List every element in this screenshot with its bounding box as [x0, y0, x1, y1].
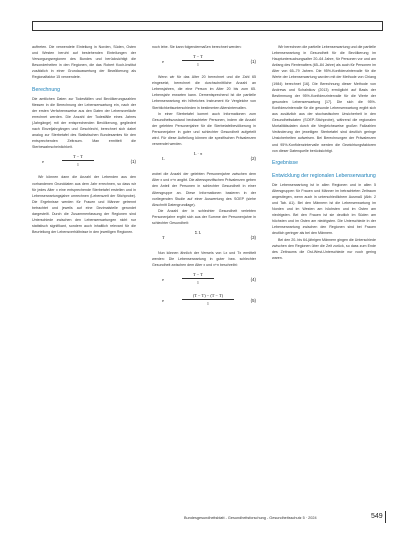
text-column-left: [32, 44, 136, 235]
subsection-heading: Entwicklung der regionalen Lebenserwartung: [272, 172, 376, 179]
paragraph: Bei den 20- bis 64-jährigen Männern gingen die Unterschiede zwischen den Regionen über die Zeit zurück, so dass zum Ende des Zeitraums die Ost-West-Unterschiede nur noch gering waren.: [272, 237, 376, 260]
section-heading: Ergebnisse: [272, 159, 298, 166]
paragraph: wobei die Anzahl der gelebten Personenjahre zwischen dem Alter x und x+n angibt. Die altersspezifischen Prävalenzen geben den Anteil der Personen in schlechter Gesundheit in einer Altersgruppe an. Diese Informationen basieren in der vorliegenden Studie auf einer Auswertung des SOEP (siehe Abschnitt Datengrundlage).: [152, 172, 256, 207]
equation: e T − T l (4): [162, 272, 256, 286]
equation: e (T − T) − (T − T) l (5): [162, 293, 256, 307]
equation: e T − T l (1): [162, 54, 256, 68]
header-bar: [32, 21, 383, 31]
paragraph: auftreten. Die verwendete Einteilung in Norden, Süden, Osten und Westen beruht auf bestehenden Einteilungen der Versorgungsregionen des Bundes und berücksichtigt die Besonderheiten in den Regionen, die das Robert Koch-Institut zusätzlich in einer Grundauswertung der Bewölkerung als Regionalfaktor 15 verwendete.: [32, 45, 136, 80]
paragraph: Wenn wir für das Alter 20 berechnet und die Zahl 65 eingesetzt, berechnet die durchschnittliche Anzahl an Lebensjahren, die eine Person im Alter 20 bis zum 65. Lebensjahr erwarten kann. Dementsprechend ist die partielle Lebenserwartung ein hilfreiches Instrument für Vergleiche von Sterblichkeitsunterschieden in bestimmten Altersintervallen.: [152, 75, 256, 110]
equation: T Σ L (3): [162, 230, 256, 241]
page-marker: [385, 511, 386, 523]
paragraph: Wir berechnen die partielle Lebenserwartung und die partielle Lebenserwartung in Gesundheit für die Bevölkerung im Hauptuntersuchungsalter 20–64 Jahre, für Personen vor und am Anfang des Rentenalters (65–84 Jahre) als auch für Personen im Alter von 65–79 Jahren. Die 95%-Konfidenzintervalle für die Werte der Lebenserwartung wurden mit der Methode von Chiang (1984) berechnet [16]. Die Berechnung dieser Methode von Andrews und Schalnikov (2013) ermöglicht auf Basis der Bestimmung der 95%-Konfidenzintervalle für die Werte der gesunden Lebenserwartung [17]. Die sich die 95%-Konfidenzintervalle für die gesunde Lebenserwartung ergibt sich aus zusätzlich aus der stochastischen Unsicherheit in den Gesundheitsdaten (SOEP-Stichprobe), während die regionalen Mortalitätsdaten durch die Vergleichsweise großen Fallzahlen Veränderung der jeweiligen Sterbetafel sind deutlich geringe Unsicherheiten aufweisen. Bei Berechnungen der Prävalenzen und 95%-Konfidenzintervalle werden die Gewichtungsfaktoren von dieser Datenquelle berücksichtigt.: [272, 45, 376, 153]
equation: L L · π (2): [162, 151, 256, 162]
page-number: 549: [371, 513, 383, 520]
section-heading: Berechnung: [32, 86, 60, 93]
paragraph: Die Anzahl der in schlechter Gesundheit verlebten Personenjahre ergibt sich aus der Summe der Personenjahre in schlechter Gesundheit:: [152, 208, 256, 225]
text-column-right: [272, 44, 376, 261]
paragraph: Wir können dann die Anzahl der Lebenden aus den vorhandenen Grunddaten aus dem Jahr errechnen, so dass wir für jedes Alter x eine entsprechende Sterbetafel erstellen und in Lebenserwartungsjahre umrechnen (Lebenszeit der Stichprobe). Die Ergebnisse werden für Frauen und Männer getrennt betrachtet und jeweils auf eine Dezimalstelle gerundet dargestellt. Durch die Zusammenfassung der Regionen sind Unterschiede zwischen den Lebenserwartungen nicht nur statistisch signifikant, sondern auch inhaltlich relevant für die Beurteilung der Lebensverhältnisse in den jeweiligen Regionen.: [32, 175, 136, 235]
journal-footer: Bundesgesundheitsblatt - Gesundheitsforschung - Gesundheitsschutz 5 · 2024: [184, 516, 317, 520]
text-column-middle: [152, 44, 256, 313]
paragraph: Nun können ähnlich der Verweis von Lx und Tx ermittelt werden: Die Lebenserwartung in guter bzw. schlechter Gesundheit zwischen dem Alter x und x+n beschreibt:: [152, 251, 256, 268]
equation: e T − T l (1): [42, 154, 136, 168]
paragraph: In einer Sterbetafel kommt auch Informationen zum Gesundheitszustand beobachteter Personen, indem die Anzahl der gelebten Personenjahre für die Sterbetafelbevölkerung in Personenjahre in guter und schlechter Gesundheit aufgeteilt wird. Für diese Aufteilung können die spezifischen Prävalenzen verwendet werden.: [152, 111, 256, 147]
paragraph: noch lebe. Sie kann folgendermaßen berechnet werden:: [152, 45, 242, 49]
paragraph: Die amtlichen Daten zur Todesfällen und Bevölkerungszahlen fliessen in die Berechnung der Lebenserwartung ein, nach der der ersten Verfahrensweise aus den Daten der Lebensverläufe errechnet werden. Die Anzahl der Todesfälle eines Jahres (Jahrgänge) mit der entsprechenden Bevölkerung, gegliedert nach Einzeljahrgängen und Geschlecht, berechnet sich dabei analog zur Sterbetafel des Statistischen Bundesamtes für den entsprechenden Zeitraum. Man ermittelt die Sterbewahrscheinlichkeit.: [32, 96, 136, 150]
paragraph: Die Lebenserwartung ist in allen Regionen und in allen 5 Altersgruppen für Frauen und Männer im betrachteten Zeitraum angestiegen, wenn auch in unterschiedlichem Ausmaß (Abb. 2 und Tab. A1). Bei den Männern ist die Lebenserwartung im Norden und im Westen am höchsten und im Osten am niedrigsten. Bei den Frauen ist sie deutlich im Süden am höchsten und im Osten am niedrigsten. Die Unterschiede in der Lebenserwartung zwischen den Regionen sind bei Frauen deutlich geringer als bei den Männern.: [272, 182, 376, 236]
